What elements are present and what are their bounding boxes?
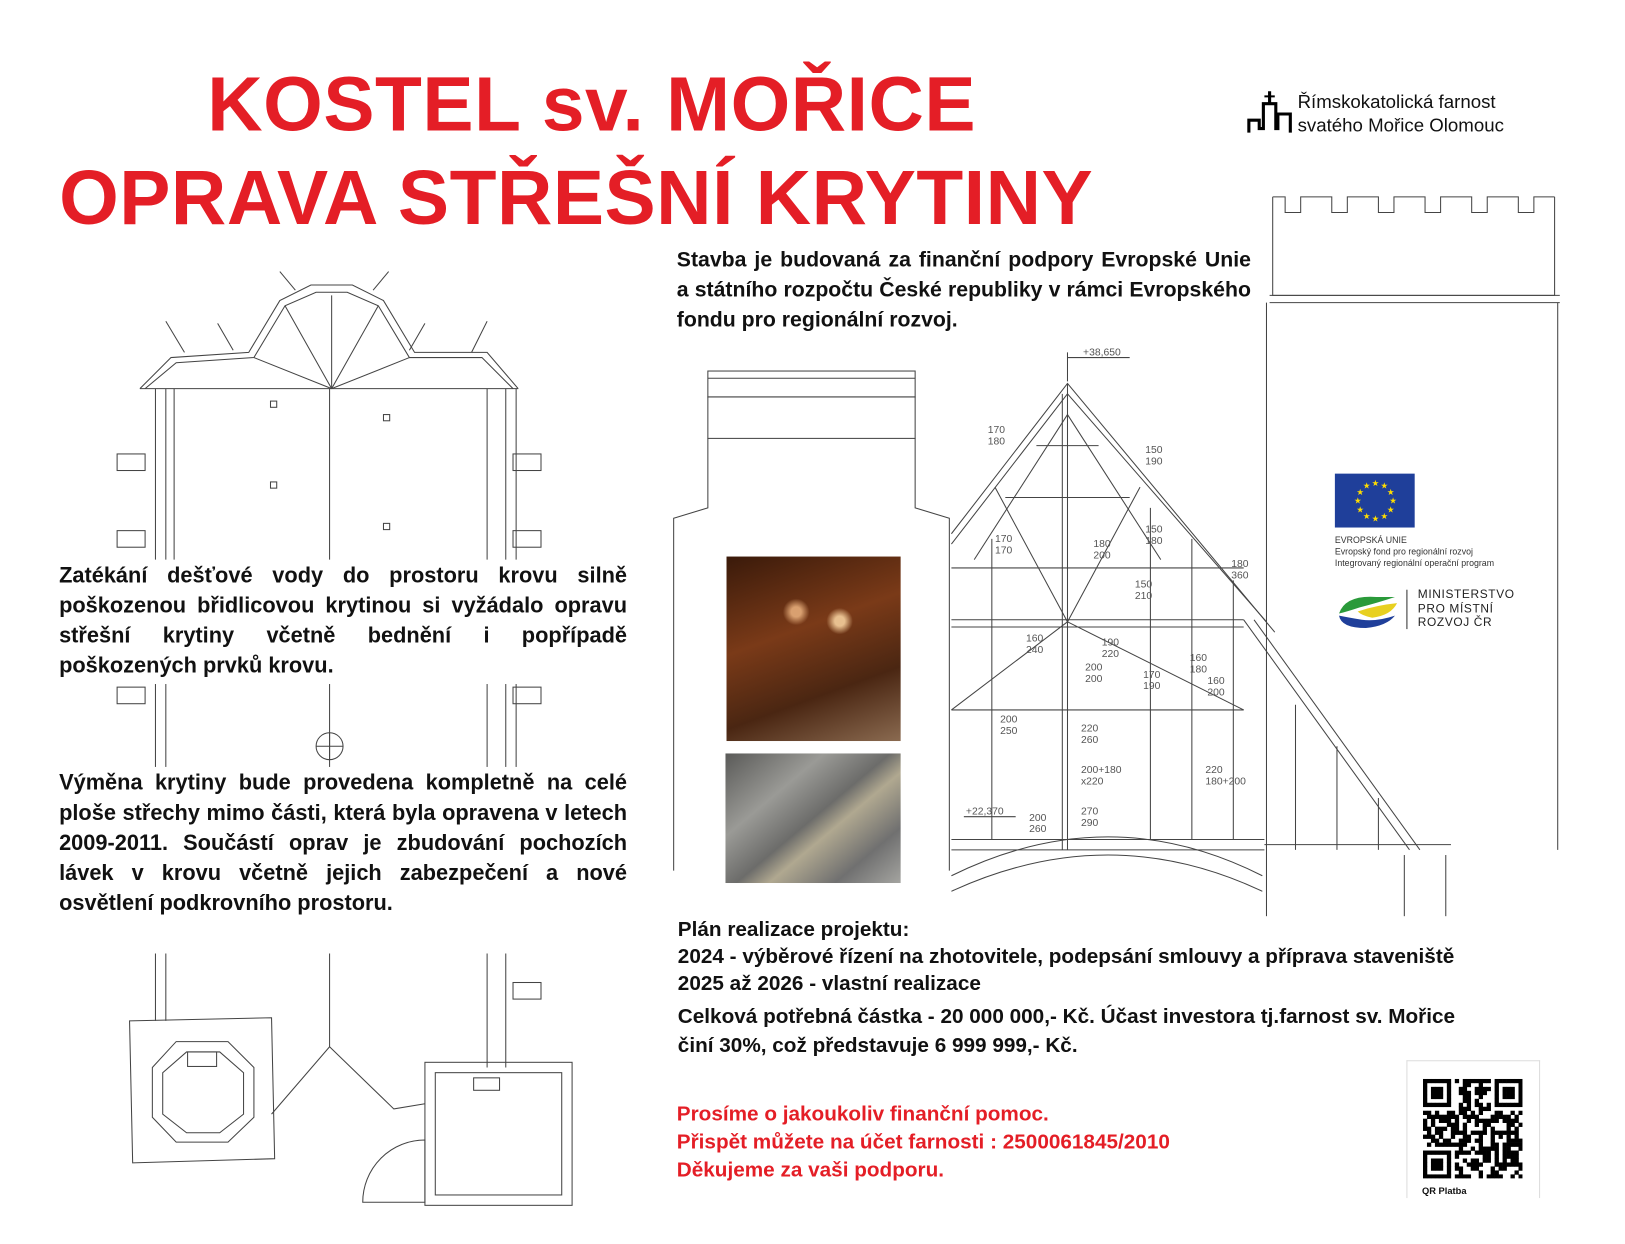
truss-dimension-labels (966, 347, 1249, 835)
dimension-label: 150 (1145, 524, 1163, 536)
eu-flag-icon (1335, 474, 1415, 528)
dimension-label: 200 (1085, 673, 1103, 685)
dimension-label: 190 (1101, 637, 1119, 649)
eu-star-icon: ★ (1380, 480, 1388, 491)
dimension-label: 250 (1000, 725, 1018, 737)
dimension-label: 190 (1143, 681, 1161, 693)
dimension-label: 170 (994, 534, 1013, 546)
dimension-label: 180 (1093, 539, 1111, 551)
dimension-label: 220 (1080, 723, 1099, 735)
eu-star-icon: ★ (1362, 480, 1371, 491)
dimension-label: 160 (1207, 676, 1225, 688)
dimension-label: 220 (1205, 765, 1223, 777)
damage-description: Zatékání dešťové vody do prostoru krovu silně poškozenou břidlicovou krytinou si vyžádalo opravu střešní krytiny včetně bednění i popřípadě poškozených prvků krovu. (59, 561, 627, 681)
plan-item-2025-2026: 2025 až 2026 - vlastní realizace (677, 972, 981, 995)
plan-heading: Plán realizace projektu: (677, 918, 910, 942)
mmr-divider (1406, 590, 1407, 629)
roof-plan-drawing (117, 272, 572, 1206)
parish-name (1298, 90, 1504, 138)
eu-star-icon: ★ (1354, 495, 1362, 506)
dimension-label: +38,650 (1083, 347, 1121, 359)
parish-name-line-2: svatého Mořice Olomouc (1297, 115, 1504, 136)
dimension-label: 160 (1026, 633, 1044, 645)
eu-star-icon: ★ (1386, 504, 1395, 515)
appeal-thanks-line: Děkujeme za vaši podporu. (676, 1158, 945, 1182)
dimension-label: 190 (1145, 456, 1163, 468)
dimension-label: 290 (1080, 818, 1099, 830)
dimension-label: 150 (1145, 444, 1163, 456)
eu-star-icon: ★ (1371, 478, 1380, 489)
dimension-label: 180 (1189, 664, 1208, 676)
qr-payment-box[interactable] (1406, 1060, 1540, 1198)
dimension-label: 210 (1134, 591, 1153, 603)
church-silhouette-icon (1247, 87, 1293, 135)
qr-label: QR Platba (1421, 1185, 1467, 1197)
dimension-label: 200 (1029, 812, 1047, 824)
replacement-description: Výměna krytiny bude provedena kompletně na celé ploše střechy mimo části, která byla opravena v letech 2009-2011. Součástí oprav je zbudování pochozích lávek v krovu včetně jejich zabezpečení a nové osvětlení podkrovního prostoru. (59, 768, 627, 918)
appeal-account-line[interactable]: Přispět můžete na účet farnosti : 2500061845/2010 (676, 1130, 1170, 1154)
dimension-label: 200 (1207, 687, 1225, 699)
dimension-label: 180 (1145, 536, 1163, 548)
qr-code[interactable] (1423, 1079, 1522, 1178)
dimension-label: 270 (1080, 806, 1099, 818)
title-line-2: OPRAVA STŘEŠNÍ KRYTINY (59, 154, 1094, 241)
mmr-name (1418, 589, 1515, 631)
eu-label: EVROPSKÁ UNIE (1334, 534, 1407, 546)
eu-star-icon: ★ (1386, 486, 1395, 497)
funding-statement: Stavba je budovaná za finanční podpory Evropské Unie a státního rozpočtu České republiky v rámci Evropského fondu pro regionální rozvoj. (676, 247, 1251, 332)
dimension-label: 170 (1143, 669, 1161, 681)
plan-item-2024: 2024 - výběrové řízení na zhotovitele, podepsání smlouvy a příprava staveniště (677, 945, 1455, 968)
dimension-label: 240 (1026, 644, 1044, 656)
eu-star-icon: ★ (1362, 510, 1371, 521)
dimension-label: 180 (987, 436, 1005, 448)
appeal-line-1: Prosíme o jakoukoliv finanční pomoc. (676, 1102, 1049, 1126)
mmr-line-1: MINISTERSTVO (1417, 588, 1515, 602)
title-line-1: KOSTEL sv. MOŘICE (207, 61, 977, 148)
dimension-label: 260 (1029, 824, 1047, 836)
parish-name-line-1: Římskokatolická farnost (1297, 91, 1496, 112)
damaged-slate-roof-photo (725, 753, 900, 883)
dimension-label: +22,370 (965, 806, 1004, 818)
donation-appeal (677, 1101, 1170, 1185)
mmr-line-3: ROZVOJ ČR (1417, 616, 1493, 630)
eu-star-icon: ★ (1356, 504, 1364, 515)
dimension-label: x220 (1080, 776, 1104, 788)
dimension-label: 160 (1189, 653, 1208, 665)
mmr-line-2: PRO MÍSTNÍ (1417, 602, 1494, 616)
dimension-label: 200 (1093, 550, 1111, 562)
dimension-label: 200+180 (1080, 765, 1122, 777)
dimension-label: 200 (1085, 662, 1103, 674)
dimension-label: 180 (1231, 558, 1249, 570)
eu-star-icon: ★ (1389, 495, 1397, 506)
dimension-label: 260 (1080, 735, 1099, 747)
dimension-label: 180+200 (1205, 776, 1246, 788)
eu-star-icon: ★ (1356, 486, 1364, 497)
dimension-label: 150 (1134, 579, 1153, 591)
roof-truss-interior-photo (727, 557, 901, 741)
eu-star-icon: ★ (1380, 510, 1388, 521)
dimension-label: 200 (1000, 714, 1018, 726)
mmr-logo-icon (1335, 591, 1399, 630)
plan-cost-line-2: činí 30%, což představuje 6 999 999,- Kč. (677, 1034, 1078, 1058)
plan-cost-line-1: Celková potřebná částka - 20 000 000,- Kč. Účast investora tj.farnost sv. Mořice (677, 1005, 1456, 1029)
eu-program-label: Integrovaný regionální operační program (1334, 557, 1495, 568)
eu-caption (1335, 535, 1494, 569)
dimension-label: 220 (1101, 649, 1119, 661)
project-plan (678, 916, 1461, 1059)
dimension-label: 170 (994, 545, 1013, 557)
dimension-label: 170 (987, 425, 1005, 437)
dimension-label: 360 (1231, 570, 1249, 582)
eu-fund-label: Evropský fond pro regionální rozvoj (1334, 546, 1473, 557)
eu-star-icon: ★ (1371, 513, 1380, 524)
